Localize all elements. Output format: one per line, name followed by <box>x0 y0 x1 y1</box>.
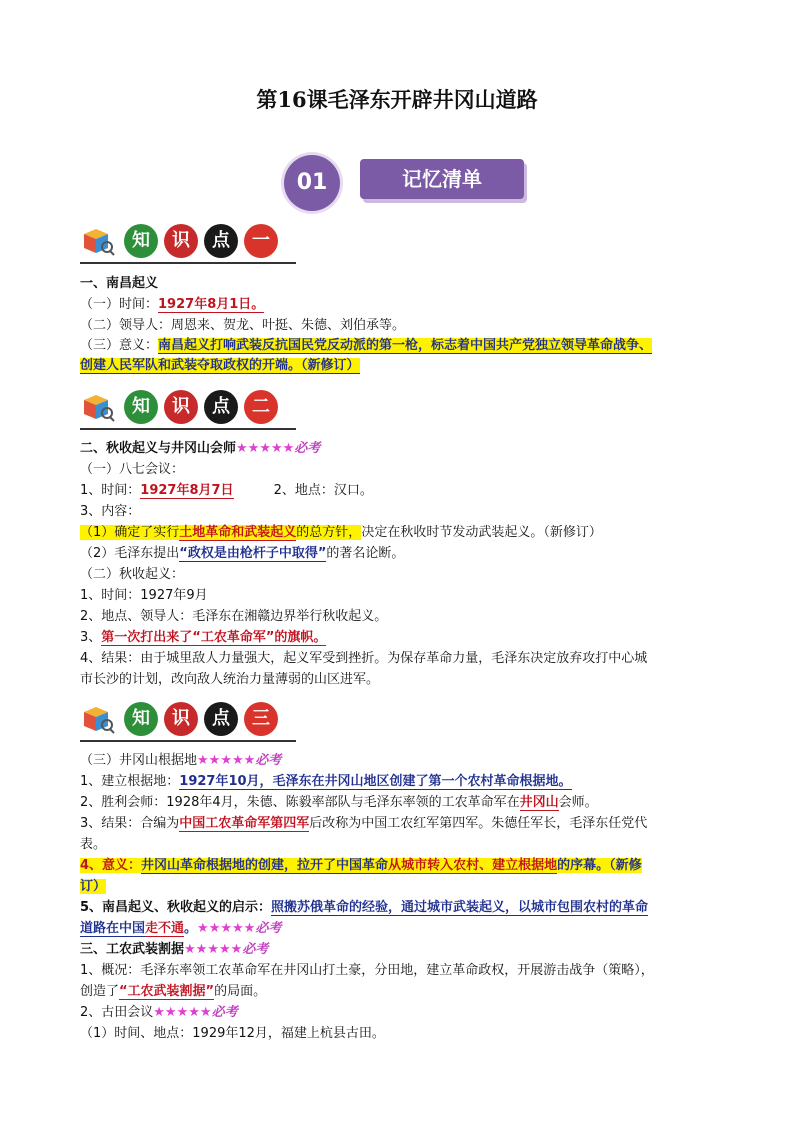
banner-label: 记忆清单 <box>360 159 524 199</box>
s1-leaders: （二）领导人：周恩来、贺龙、叶挺、朱德、刘伯承等。 <box>80 318 406 333</box>
heading-rule <box>80 740 296 742</box>
s2-title: 二、秋收起义与井冈山会师★★★★★必考 <box>80 441 321 456</box>
s2-time-place: 1、时间：1927年8月7日 2、地点：汉口。 <box>80 483 373 498</box>
s2-q-3: 3、第一次打出来了“工农革命军”的旗帜。 <box>80 630 327 645</box>
knowledge-point-heading-3 <box>80 700 296 736</box>
heading-num: 一 <box>244 224 278 258</box>
s3-overview-2: 创造了“工农武装割据”的局面。 <box>80 984 267 999</box>
s3-overview: 1、概况：毛泽东率领工农革命军在井冈山打土豪，分田地，建立革命政权，开展游击战争（策略）， <box>80 963 654 978</box>
knowledge-point-heading-2 <box>80 388 296 424</box>
heading-char-shi: 识 <box>164 390 198 424</box>
heading-char-dian: 点 <box>204 702 238 736</box>
banner-number: 01 <box>284 155 340 211</box>
s3-result-2: 表。 <box>80 837 107 852</box>
s1-time: （一）时间：1927年8月1日。 <box>80 297 265 312</box>
must-badge: 必考 <box>294 441 321 456</box>
heading-char-shi: 识 <box>164 702 198 736</box>
s3-significance: 4、意义：井冈山革命根据地的创建，拉开了中国革命从城市转入农村、建立根据地的序幕。（新修 <box>80 858 642 873</box>
s2-sub2: （二）秋收起义： <box>80 567 185 582</box>
s3-insight: 5、南昌起义、秋收起义的启示：照搬苏俄革命的经验，通过城市武装起义，以城市包围农村的革命 <box>80 900 649 915</box>
heading-char-zhi: 知 <box>124 702 158 736</box>
knowledge-point-heading-1 <box>80 222 296 258</box>
heading-rule <box>80 428 296 430</box>
heading-num: 三 <box>244 702 278 736</box>
cube-icon <box>80 392 116 422</box>
section-banner <box>284 155 534 211</box>
heading-char-shi: 识 <box>164 224 198 258</box>
s2-content: 3、内容： <box>80 504 141 519</box>
s3-build: 1、建立根据地：1927年10月，毛泽东在井冈山地区创建了第一个农村革命根据地。 <box>80 774 572 789</box>
s1-meaning: （三）意义：南昌起义打响武装反抗国民党反动派的第一枪，标志着中国共产党独立领导革命战争、 <box>80 338 653 353</box>
heading-char-dian: 点 <box>204 224 238 258</box>
heading-char-zhi: 知 <box>124 390 158 424</box>
s2-q-time: 1、时间：1927年9月 <box>80 588 208 603</box>
heading-char-zhi: 知 <box>124 224 158 258</box>
s2-c1: （1）确定了实行土地革命和武装起义的总方针，决定在秋收时节发动武装起义。（新修订） <box>80 525 602 540</box>
heading-char-dian: 点 <box>204 390 238 424</box>
s3-gutian-1: （1）时间、地点：1929年12月，福建上杭县古田。 <box>80 1026 385 1041</box>
s3-gutian-title: 2、古田会议★★★★★必考 <box>80 1005 238 1020</box>
s3-sub3: （三）井冈山根据地★★★★★必考 <box>80 753 282 768</box>
cube-icon <box>80 226 116 256</box>
s3-insight-2: 道路在中国走不通。★★★★★必考 <box>80 921 282 936</box>
heading-rule <box>80 262 296 264</box>
s2-sub1: （一）八七会议： <box>80 462 185 477</box>
s2-q-place: 2、地点、领导人：毛泽东在湘赣边界举行秋收起义。 <box>80 609 388 624</box>
page-title: 第16课毛泽东开辟井冈山道路 <box>256 87 538 112</box>
s1-meaning-2: 创建人民军队和武装夺取政权的开端。（新修订） <box>80 358 360 373</box>
s2-q-4b: 市长沙的计划，改向敌人统治力量薄弱的山区进军。 <box>80 672 380 687</box>
s3-result: 3、结果：合编为中国工农革命军第四军后改称为中国工农红军第四军。朱德任军长，毛泽东任党代 <box>80 816 648 831</box>
s2-c2: （2）毛泽东提出“政权是由枪杆子中取得”的著名论断。 <box>80 546 405 561</box>
s3-significance-2: 订） <box>80 879 107 894</box>
stars: ★★★★★ <box>236 441 295 456</box>
s3-meet: 2、胜利会师：1928年4月，朱德、陈毅率部队与毛泽东率领的工农革命军在井冈山会师。 <box>80 795 598 810</box>
heading-num: 二 <box>244 390 278 424</box>
cube-icon <box>80 704 116 734</box>
s3-sep-title: 三、工农武装割据★★★★★必考 <box>80 942 269 957</box>
s1-title: 一、南昌起义 <box>80 276 159 291</box>
s2-q-4a: 4、结果：由于城里敌人力量强大，起义军受到挫折。为保存革命力量，毛泽东决定放弃攻打中心城 <box>80 651 648 666</box>
